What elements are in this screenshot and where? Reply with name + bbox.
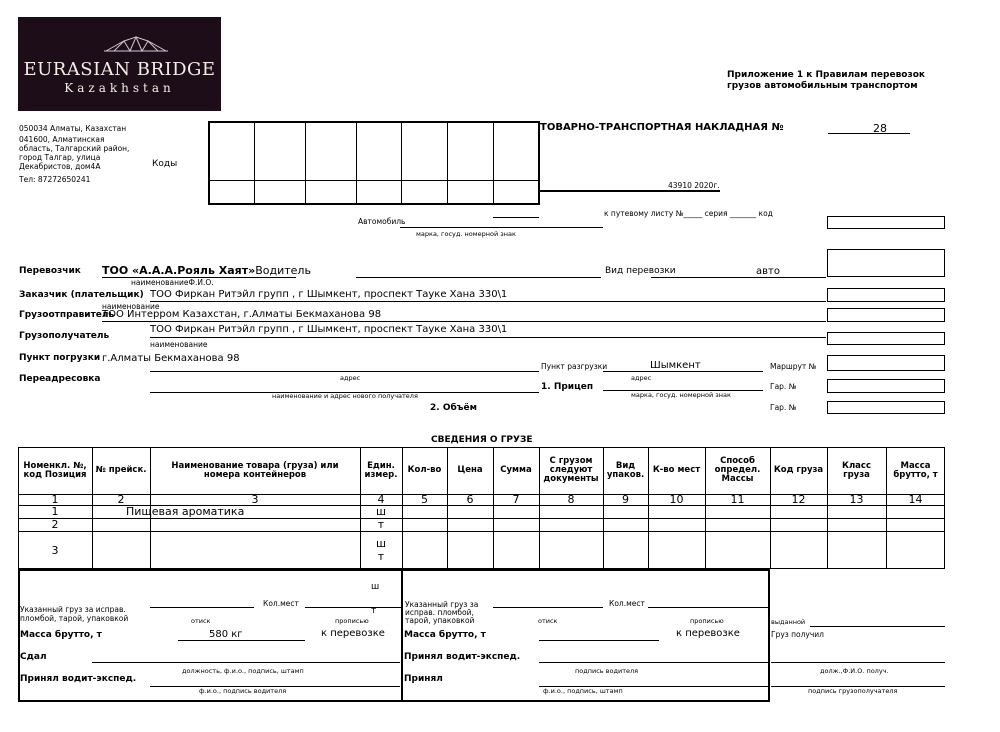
right-received: Груз получил [771,630,824,639]
readdress-sub-address: адрес [340,374,361,382]
table-row-name [122,531,360,569]
column-number-1: 1 [51,493,59,506]
table-header-4: Един. измер. [364,460,398,480]
carrier-sub [131,278,214,287]
readdress-label: Переадресовка [19,374,101,384]
mid-goods-intact: Указанный груз за [405,600,479,609]
carrier-sub-name: наименование [131,278,189,287]
cargo-title: СВЕДЕНИЯ О ГРУЗЕ [431,435,533,445]
consignee-value: ТОО Фиркан Ритэйл групп , г Шымкент, проспект Тауке Хана 330\1 [150,324,508,335]
trailer-sub-addr: адрес [631,374,652,382]
mid-places-label: Кол.мест [609,599,645,608]
column-number-2: 2 [117,493,125,506]
column-number-12: 12 [791,493,806,506]
left-gross-value: 580 кг [209,629,243,640]
table-header-6: Цена [457,465,483,475]
transport-type-value: авто [756,266,780,277]
appendix-line-1: Приложение 1 к Правилам перевозок [727,70,925,80]
left-places-label: Кол.мест [263,599,299,608]
column-number-5: 5 [421,493,428,506]
appendix-line-2: грузов автомобильным транспортом [727,81,918,91]
table-row-number: 2 [51,518,59,531]
table-header-10: К-во мест [652,465,701,475]
document-number: 28 [873,122,887,135]
unloading-label: Пункт разгрузки [541,362,608,371]
left-accepted-driver: Принял водит-экспед. [20,674,137,684]
bottom-unit-1: ш [371,582,380,592]
column-number-14: 14 [908,493,923,506]
column-number-3: 3 [251,493,259,506]
left-seals: пломбой, тарой, упаковкой [20,614,129,623]
garage-label-2: Гар. № [770,403,797,412]
table-row-unit: т [377,518,385,531]
address-line-2: 041600, Алматинская [19,135,105,144]
table-row-number: 1 [51,505,59,518]
volume-label: 2. Объём [430,403,477,413]
unit-line-2: т [377,550,385,563]
customer-value: ТОО Фиркан Ритэйл групп , г Шымкент, проспект Тауке Хана 330\1 [150,289,508,300]
left-in-words: прописью [335,617,369,625]
company-logo [18,17,221,111]
customer-label: Заказчик (плательщик) [19,290,144,300]
trailer-label: 1. Прицеп [541,382,594,392]
table-header-1: Номенкл. №, код Позиция [23,460,87,480]
address-line-3: область, Талгарский район, [19,144,130,153]
consignee-sub: наименование [150,340,208,349]
column-number-9: 9 [622,493,629,506]
document-date: 43910 2020г. [668,181,720,190]
table-header-8: С грузом следуют документы [543,456,599,484]
address-line-1: 050034 Алматы, Казахстан [19,124,127,133]
waybill-code-box[interactable] [827,216,945,229]
mid-gross-label: Масса брутто, т [404,630,486,640]
mid-seals: тарой, упаковкой [405,616,475,625]
table-row-unit [360,531,402,569]
garage-label-1: Гар. № [770,382,797,391]
mid-goods-intact-2: исправ. пломбой, [405,608,474,617]
mid-accepted-driver: Принял водит-экспед. [404,652,521,662]
carrier-sub-fio: Ф.И.О. [188,278,214,287]
garage-box-2[interactable] [827,401,945,414]
consignee-label: Грузополучатель [19,331,110,341]
logo-subtitle: Kazakhstan [64,81,175,95]
table-row-unit: ш [375,505,387,518]
consignee-code-box[interactable] [827,332,945,345]
codes-grid [208,121,540,205]
right-issued: выданной [771,618,806,626]
left-imprint: отиск [191,617,211,625]
loading-label: Пункт погрузки [19,353,101,363]
mid-accepted: Принял [404,674,443,684]
right-consignee-sign: подпись грузополучателя [808,687,898,695]
column-number-11: 11 [730,493,745,506]
shipper-value: ТОО Интерром Казахстан, г.Алматы Бекмаханова 98 [102,309,382,320]
table-header-3: Наименование товара (груза) или номера контейнеров [171,460,339,480]
loading-value: г.Алматы Бекмаханова 98 [102,353,240,364]
address-line-5: Декабристов, дом4А [19,162,101,171]
transport-type-box[interactable] [827,249,945,277]
driver-label: Водитель [255,264,311,277]
shipper-sub: наименование [102,302,160,311]
phone: Тел: 87272650241 [19,175,91,184]
table-header-13: Класс груза [842,460,871,480]
carrier-row [102,264,311,277]
table-header-12: Код груза [773,465,824,475]
left-gross-label: Масса брутто, т [20,630,102,640]
table-row-name: Пищевая ароматика [126,505,245,518]
transport-type-label: Вид перевозки [605,266,676,276]
table-header-14: Масса брутто, т [893,460,938,480]
left-handed: Сдал [20,652,47,662]
bridge-icon [104,35,168,53]
table-row-number: 3 [51,543,59,557]
table-row-name [122,518,360,531]
column-number-10: 10 [669,493,684,506]
shipper-label: Грузоотправитель [19,310,115,320]
mid-imprint: отиск [538,617,558,625]
mid-position-sign: ф.и.о., подпись, штамп [543,687,623,695]
mid-driver-sign: подпись водителя [575,667,639,675]
route-label: Маршрут № [770,362,817,371]
shipper-code-box[interactable] [827,308,945,322]
left-goods-intact: Указанный груз за исправ. [20,605,126,614]
table-header-5: Кол-во [407,465,442,475]
column-number-4: 4 [377,493,385,506]
table-header-7: Сумма [500,465,532,475]
readdress-sub-new: наименование и адрес нового получателя [272,392,418,400]
column-number-8: 8 [567,493,575,506]
garage-box-1[interactable] [827,379,945,393]
carrier-name: ТОО «А.А.А.Рояль Хаят» [102,264,256,277]
right-position-fio: долж.,Ф.И.О. получ. [820,667,889,675]
customer-code-box[interactable] [827,288,945,302]
column-number-7: 7 [512,493,520,506]
waybill-reference: к путевому листу №_____ серия _______ код [604,209,773,218]
document-title: ТОВАРНО-ТРАНСПОРТНАЯ НАКЛАДНАЯ № [540,122,784,133]
column-number-6: 6 [466,493,474,506]
table-header-2: № прейск. [95,465,147,475]
left-fio-driver: ф.и.о., подпись водителя [199,687,287,695]
unit-line-1: ш [375,537,387,550]
vehicle-label: Автомобиль [358,217,406,226]
left-position-sign: должность, ф.и.о., подпись, штамп [182,667,304,675]
route-box[interactable] [827,355,945,371]
left-to-transport: к перевозке [321,628,385,639]
address-line-4: город Талгар, улица [19,153,101,162]
bottom-unit-2: т [371,606,377,616]
column-number-13: 13 [849,493,864,506]
logo-title: EURASIAN BRIDGE [23,59,216,80]
carrier-label: Перевозчик [19,266,81,276]
table-header-11: Способ определ. Массы [714,456,761,484]
vehicle-sublabel: марка, госуд. номерной знак [416,230,516,238]
mid-to-transport: к перевозке [676,628,740,639]
unloading-value: Шымкент [650,360,701,371]
mid-in-words: прописью [690,617,724,625]
codes-label: Коды [152,159,178,169]
table-header-9: Вид упаков. [606,460,645,480]
trailer-sub-plate: марка, госуд. номерной знак [631,391,731,399]
